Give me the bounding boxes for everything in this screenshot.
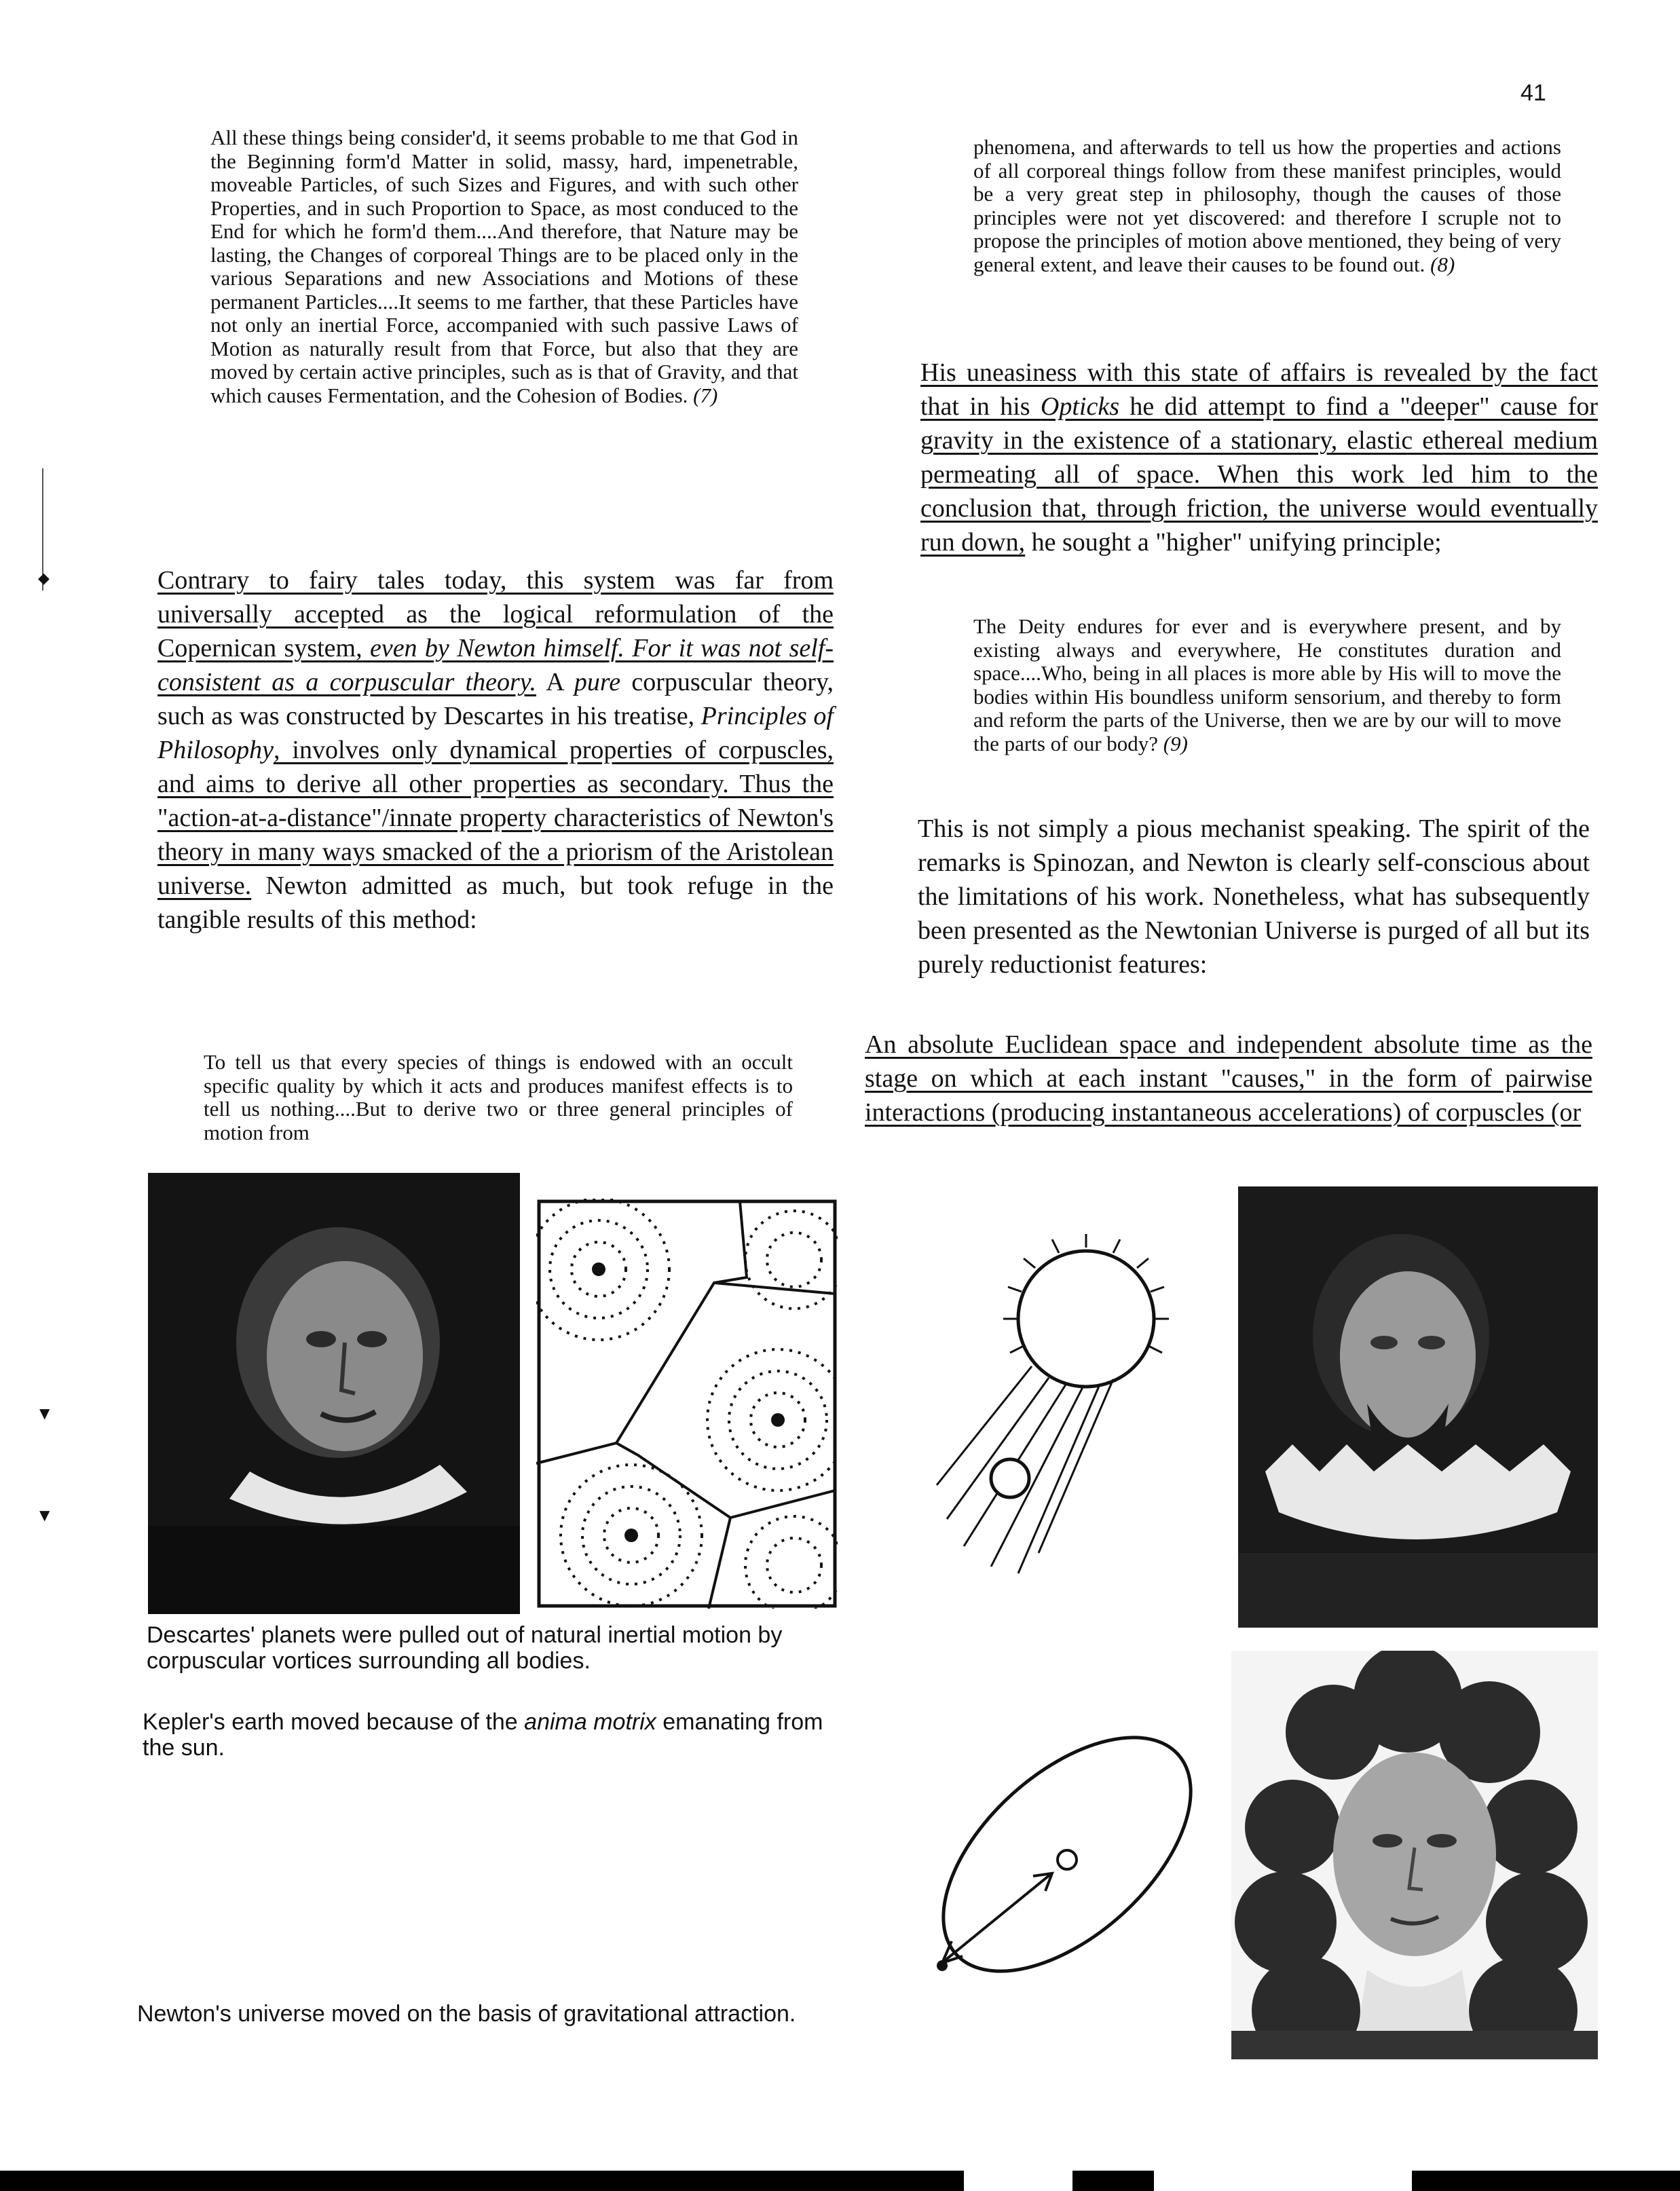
scan-edge-bar (0, 2171, 1680, 2191)
underlined-text: he did attempt to find a "deeper" cause for gravity in the existence of a stationary, elastic ethereal medium permeating all of space. When this work led him to the conclusion that, through friction, the universe would eventually run down, (920, 392, 1599, 557)
newton-portrait-drawing (1231, 1651, 1598, 2059)
quote-text: To tell us that every species of things is endowed with an occult specific quality by which it acts and produces manifest effects is to tell us nothing....But to derive two or three general principles of motion from (204, 1050, 793, 1144)
underlined-text: His uneasiness with this state of affairs is revealed by the fact that in his (920, 358, 1598, 421)
citation-ref: (9) (1163, 731, 1188, 755)
newton-quote-8-end (973, 136, 1561, 276)
italic-text: pure (574, 668, 621, 696)
descartes-caption: Descartes' planets were pulled out of natural inertial motion by corpuscular vortices surrounding all bodies. (147, 1622, 783, 1674)
right-paragraph-3 (865, 1028, 1592, 1129)
newton-orbit-diagram (918, 1705, 1216, 2031)
quote-text: phenomena, and afterwards to tell us how the properties and actions of all corporeal things follow from these manifest principles, would be a very great step in philosophy, though the causes of those principles were not yet discovered: and therefore I scruple not to propose the principles of motion above mentioned, they being of very general extent, and leave their causes to be found out. (973, 135, 1561, 276)
newton-quote-7 (210, 126, 798, 407)
newton-caption: Newton's universe moved on the basis of gravitational attraction. (137, 2001, 796, 2027)
caption-text: emanating from the sun. (143, 1709, 823, 1761)
binder-mark: ◆ (38, 570, 50, 587)
citation-ref: (8) (1430, 252, 1455, 276)
citation-ref: (7) (693, 383, 718, 407)
newton-quote-9 (973, 615, 1561, 755)
newton-quote-8-start (204, 1051, 793, 1144)
caption-italic: anima motrix (524, 1709, 656, 1735)
body-text: corpuscular theory, such as was constructed by Descartes in his treatise, (157, 668, 834, 730)
kepler-sun-drawing (930, 1234, 1229, 1587)
underlined-text: An absolute Euclidean space and independent absolute time as the stage on which at each instant "causes," in the form of pairwise interactions (producing instantaneous accelerations) of corpuscles (or (865, 1030, 1592, 1127)
right-paragraph-1 (920, 356, 1598, 559)
descartes-portrait (148, 1173, 520, 1614)
kepler-portrait (1238, 1186, 1598, 1628)
caption-text: Kepler's earth moved because of the (143, 1709, 518, 1735)
descartes-portrait-drawing (148, 1173, 520, 1614)
scan-edge-gap (1154, 2171, 1412, 2191)
newton-orbit-drawing (918, 1705, 1216, 2031)
kepler-caption (143, 1709, 828, 1761)
bold-text: Newton admitted as much, but took refuge in the tangible results of this method: (157, 872, 834, 934)
body-text: A (536, 668, 574, 696)
book-title: Opticks (1040, 392, 1119, 421)
vortex-diagram (536, 1199, 838, 1609)
newton-portrait (1231, 1651, 1598, 2059)
binder-mark: ▼ (39, 1405, 50, 1421)
left-paragraph-1 (157, 563, 834, 937)
underlined-text: Contrary to fairy tales today, this system was far from universally accepted as the logical reformulation of the Copernican system, (157, 566, 834, 662)
kepler-portrait-drawing (1238, 1186, 1598, 1628)
quote-text: All these things being consider'd, it seems probable to me that God in the Beginning form'd Matter in solid, massy, hard, impenetrable, moveable Particles, of such Sizes and Figures, and with such other Properties, and in such Proportion to Space, as most conduced to the End for which he form'd them....And therefore, that Nature may be lasting, the Changes of corporeal Things are to be placed only in the various Separations and new Associations and Motions of these permanent Particles....It seems to me farther, that these Particles have not only an inertial Force, accompanied with such passive Laws of Motion as naturally result from that Force, but also that they are moved by certain active principles, such as is that of Gravity, and that which causes Fermentation, and the Cohesion of Bodies. (210, 126, 798, 407)
scan-edge-gap (964, 2171, 1072, 2191)
quote-text: The Deity endures for ever and is everywhere present, and by existing always and everywhere, He constitutes duration and space....Who, being in all places is more able by His will to move the bodies within His boundless uniform sensorium, and thereby to form and reform the parts of the Universe, then we are by our will to move the parts of our body? (973, 614, 1561, 755)
vortex-diagram-drawing (536, 1199, 838, 1609)
body-text: This is not simply a pious mechanist speaking. The spirit of the remarks is Spinozan, and Newton is clearly self-conscious about the limitations of his work. Nonetheless, what has subsequently been presented as the Newtonian Universe is purged of all but its purely reductionist features: (918, 814, 1590, 979)
book-title: Principles of Philosophy (157, 702, 834, 764)
right-paragraph-2 (918, 812, 1590, 981)
binder-mark: ▼ (39, 1507, 50, 1523)
underlined-italic-text: even by Newton himself. For it was not self-consistent as a corpuscular theory. (157, 634, 834, 696)
page-number: 41 (1520, 80, 1546, 106)
kepler-sun-diagram (930, 1234, 1229, 1587)
body-text: he sought a "higher" unifying principle; (1025, 528, 1442, 557)
underlined-text: , involves only dynamical properties of corpuscles, and aims to derive all other properties as secondary. Thus the "action-at-a-distance"/innate property characteristics of Newton's theory in many ways smacked of the a priorism of the Aristolean universe. (157, 736, 834, 900)
